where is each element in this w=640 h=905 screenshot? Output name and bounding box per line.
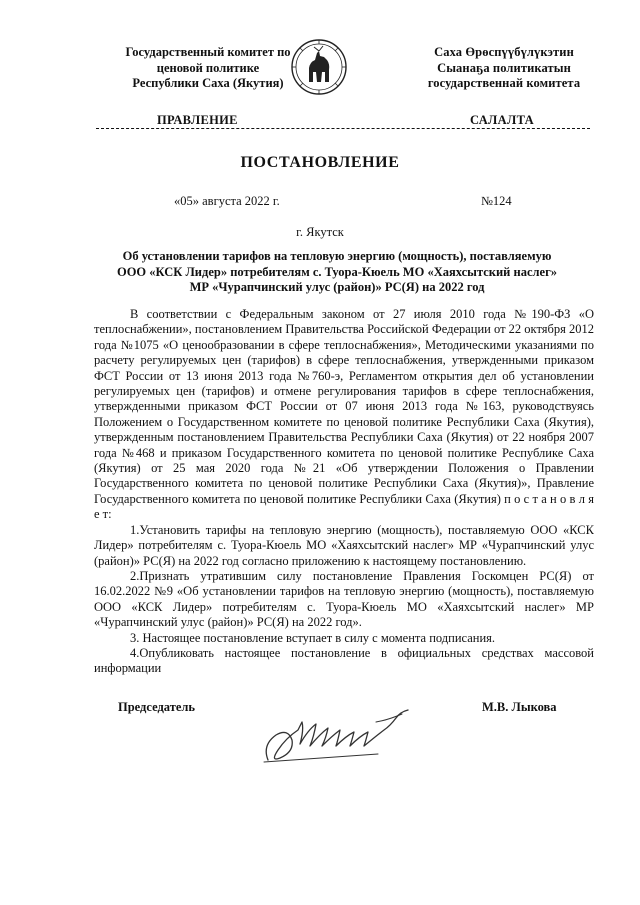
resolution-item-2: 2.Признать утратившим силу постановление Правления Госкомцен РС(Я) от 16.02.2022 №9 «Об установлении тарифов на тепловую энергию (мощность), поставляемую ООО «КСК Лидер» потребителям с. Туора-Кюель МО «Хаяхсытский наслег» МР «Чурапчинский улус (район)» РС(Я) на 2022 год». xyxy=(94,568,594,630)
document-city: г. Якутск xyxy=(296,225,344,239)
committee-name-line: Государственный комитет по xyxy=(125,45,291,59)
preamble-paragraph: В соответствии с Федеральным законом от 27 июля 2010 года №190-ФЗ «О теплоснабжении», постановлением Правительства Российской Федерации от 22 октября 2012 года №1075 «О ценообразовании в сфере теплоснабжения», Методическими указаниями по расчету регулируемых цен (тарифов) в сфере теплоснабжения, утвержденными приказом ФСТ России от 13 июня 2013 года №760-э, Регламентом открытия дел об установлении регулируемых цен (тарифов) и отмене регулирования тарифов в сфере теплоснабжения, утвержденными приказом ФСТ России от 07 июня 2013 года №163, руководствуясь Положением о Государственном комитете по ценовой политике Республики Саха (Якутия), утвержденным постановлением Правительства Республики Саха (Якутия) от 22 ноября 2007 года №468 и приказом Государственного комитета по ценовой политике Республике Саха (Якутия) от 25 мая 2020 года №21 «Об утверждении Положения о Правлении Государственного комитета по ценовой политике Республики Саха (Якутия)», Правление Государственного комитета по ценовой политике Республики Саха (Якутия) п о с т а н о в л я е т: xyxy=(94,307,594,522)
committee-name-russian xyxy=(103,45,313,92)
committee-name-line: Республики Саха (Якутия) xyxy=(132,76,284,90)
department-label-sakha: САЛАЛТА xyxy=(470,113,534,127)
subject-line: ООО «КСК Лидер» потребителям с. Туора-Кюель МО «Хаяхсытский наслег» xyxy=(116,264,558,279)
header-divider xyxy=(96,128,590,129)
resolution-item-4: 4.Опубликовать настоящее постановление в официальных средствах массовой информации xyxy=(94,645,594,676)
resolution-item-3: 3. Настоящее постановление вступает в силу с момента подписания. xyxy=(130,630,496,645)
document-subject xyxy=(100,249,574,296)
subject-line: МР «Чурапчинский улус (район)» РС(Я) на 2022 год xyxy=(189,280,485,294)
committee-name-sakha xyxy=(394,45,614,92)
signer-title: Председатель xyxy=(118,700,196,714)
subject-line: Об установлении тарифов на тепловую энергию (мощность), поставляемую xyxy=(122,249,552,263)
handwritten-signature xyxy=(258,700,418,770)
committee-name-line: государственнай комитета xyxy=(427,76,581,90)
document-body xyxy=(94,307,594,677)
committee-name-line: Сыанаҕа политикатын xyxy=(437,60,571,75)
resolution-item-1: 1.Установить тарифы на тепловую энергию (мощность), поставляемую ООО «КСК Лидер» потребителям с. Туора-Кюель МО «Хаяхсытский наслег» МР «Чурапчинский улус (район)» РС(Я) на 2022 год согласно приложению к настоящему постановлению. xyxy=(94,522,594,568)
signer-name: М.В. Лыкова xyxy=(482,700,557,714)
document-number: №124 xyxy=(481,194,512,208)
document-title: ПОСТАНОВЛЕНИЕ xyxy=(240,154,400,171)
coat-of-arms-icon xyxy=(288,38,350,96)
committee-name-line: ценовой политике xyxy=(156,60,260,75)
document-date: «05» августа 2022 г. xyxy=(174,194,280,208)
department-label-russian: ПРАВЛЕНИЕ xyxy=(157,113,238,127)
committee-name-line: Саха Өрөспүүбүлүкэтин xyxy=(434,45,574,59)
